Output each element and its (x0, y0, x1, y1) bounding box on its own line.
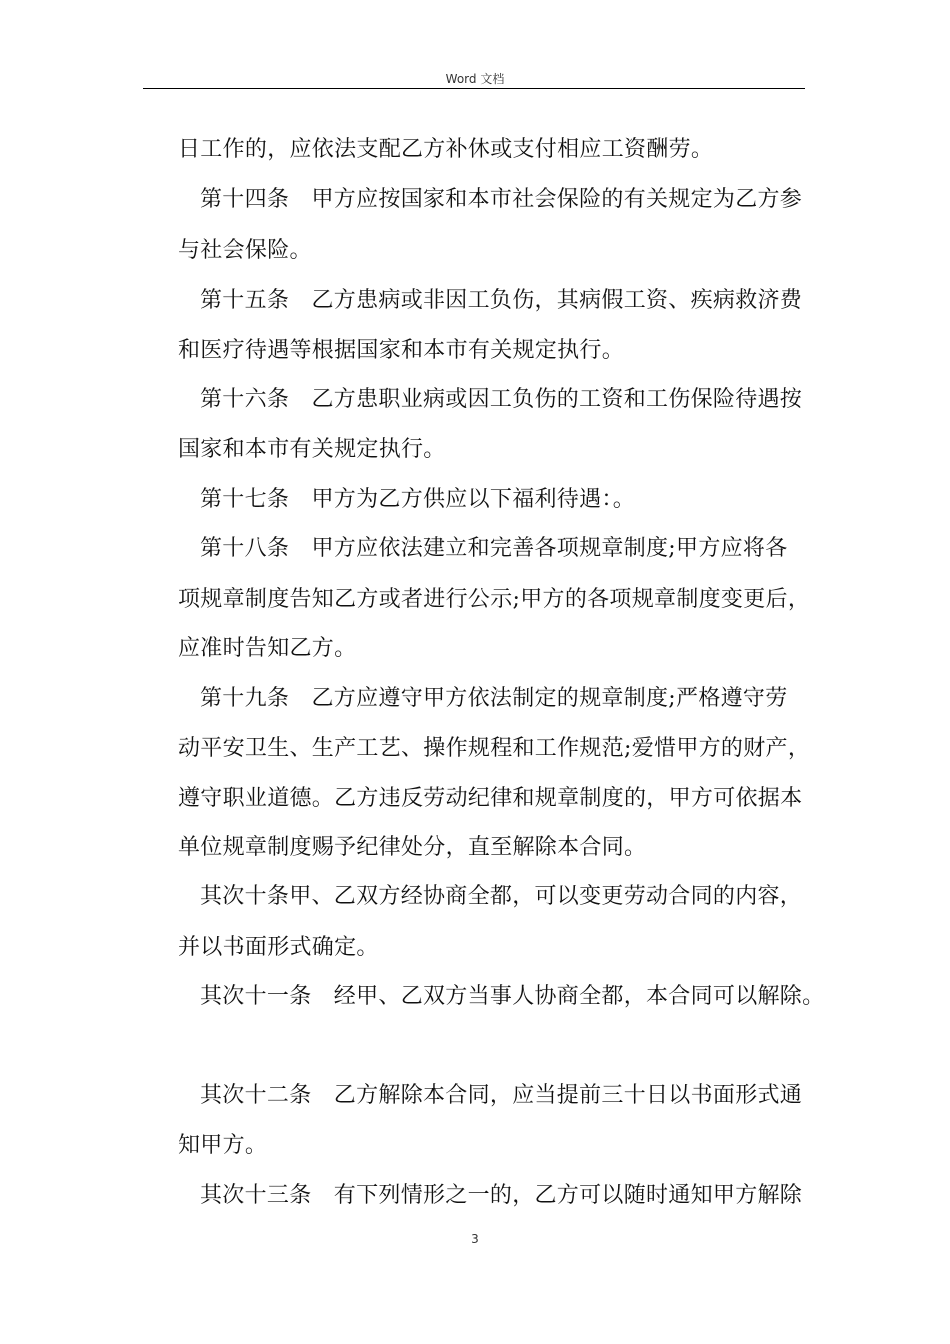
text-line: 遵守职业道德。乙方违反劳动纪律和规章制度的，甲方可依据本 (178, 786, 803, 811)
page-number: 3 (471, 1232, 479, 1246)
text-line: 第十八条 甲方应依法建立和完善各项规章制度;甲方应将各 (200, 536, 788, 561)
text-line: 其次十条甲、乙双方经协商全都，可以变更劳动合同的内容， (200, 884, 803, 909)
page-header: Word 文档 (445, 72, 505, 86)
text-line: 和医疗待遇等根据国家和本市有关规定执行。 (178, 338, 625, 363)
text-line: 第十七条 甲方为乙方供应以下福利待遇：。 (200, 487, 636, 512)
text-line: 动平安卫生、生产工艺、操作规程和工作规范;爱惜甲方的财产， (178, 736, 811, 761)
text-line: 第十四条 甲方应按国家和本市社会保险的有关规定为乙方参 (200, 187, 803, 212)
text-line: 项规章制度告知乙方或者进行公示;甲方的各项规章制度变更后， (178, 587, 811, 612)
text-line: 日工作的，应依法支配乙方补休或支付相应工资酬劳。 (178, 137, 714, 162)
text-line: 知甲方。 (178, 1133, 268, 1158)
text-line: 国家和本市有关规定执行。 (178, 437, 446, 462)
text-line: 并以书面形式确定。 (178, 935, 379, 960)
text-line: 第十五条 乙方患病或非因工负伤，其病假工资、疾病救济费 (200, 288, 803, 313)
text-line: 与社会保险。 (178, 238, 312, 263)
text-line: 其次十二条 乙方解除本合同，应当提前三十日以书面形式通 (200, 1083, 803, 1108)
text-line: 单位规章制度赐予纪律处分，直至解除本合同。 (178, 835, 647, 860)
text-line: 第十九条 乙方应遵守甲方依法制定的规章制度;严格遵守劳 (200, 686, 788, 711)
header-divider (143, 88, 805, 89)
text-line: 其次十一条 经甲、乙双方当事人协商全都，本合同可以解除。 (200, 984, 825, 1009)
text-line: 其次十三条 有下列情形之一的，乙方可以随时通知甲方解除 (200, 1183, 803, 1208)
text-line: 第十六条 乙方患职业病或因工负伤的工资和工伤保险待遇按 (200, 387, 803, 412)
text-line: 应准时告知乙方。 (178, 636, 357, 661)
